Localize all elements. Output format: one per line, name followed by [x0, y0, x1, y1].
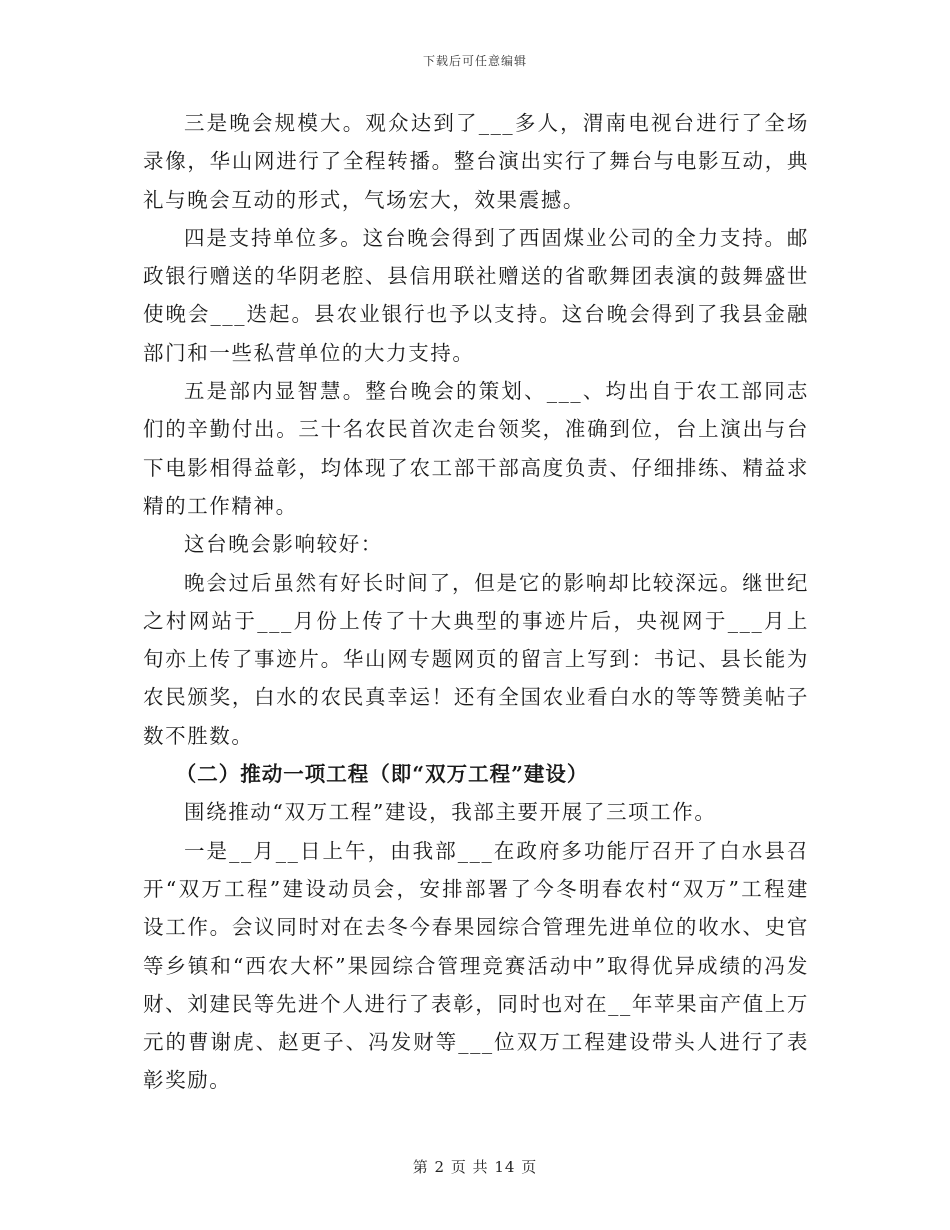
- paragraph-wisdom: 五是部内显智慧。整台晚会的策划、___、均出自于农工部同志们的辛勤付出。三十名农民首次走台领奖，准确到位，台上演出与台下电影相得益彰，均体现了农工部干部高度负责、仔细排练、精益求精的工作精神。: [143, 379, 809, 518]
- page-header: 下载后可任意编辑: [422, 54, 527, 68]
- page-number: 第 2 页 共 14 页: [412, 1158, 538, 1176]
- paragraph-influence-intro: 这台晚会影响较好：: [184, 532, 383, 557]
- section-heading: （二）推动一项工程（即“双万工程”建设）: [175, 762, 589, 787]
- paragraph-mobilization-meeting: 一是__月__日上午，由我部___在政府多功能厅召开了白水县召开“双万工程”建设动员会，安排部署了今冬明春农村“双万”工程建设工作。会议同时对在去冬今春果园综合管理先进单位的收水、史官等乡镇和“西农大杯”果园综合管理竞赛活动中”取得优异成绩的冯发财、刘建民等先进个人进行了表彰，同时也对在__年苹果亩产值上万元的曹谢虎、赵更子、冯发财等___位双万工程建设带头人进行了表彰奖励。: [143, 838, 809, 1093]
- paragraph-scale: 三是晚会规模大。观众达到了___多人，渭南电视台进行了全场录像，华山网进行了全程转播。整台演出实行了舞台与电影互动，典礼与晚会互动的形式，气场宏大，效果震撼。: [143, 111, 809, 212]
- paragraph-supporters: 四是支持单位多。这台晚会得到了西固煤业公司的全力支持。邮政银行赠送的华阴老腔、县信用联社赠送的省歌舞团表演的鼓舞盛世使晚会___迭起。县农业银行也予以支持。这台晚会得到了我县金融部门和一些私营单位的大力支持。: [143, 225, 809, 365]
- paragraph-influence: 晚会过后虽然有好长时间了，但是它的影响却比较深远。继世纪之村网站于___月份上传了十大典型的事迹片后，央视网于___月上旬亦上传了事迹片。华山网专题网页的留言上写到：书记、县长能为农民颁奖，白水的农民真幸运！还有全国农业看白水的等等赞美帖子数不胜数。: [143, 570, 809, 748]
- paragraph-project-intro: 围绕推动“双万工程”建设，我部主要开展了三项工作。: [184, 800, 717, 825]
- document-body: [143, 104, 809, 1100]
